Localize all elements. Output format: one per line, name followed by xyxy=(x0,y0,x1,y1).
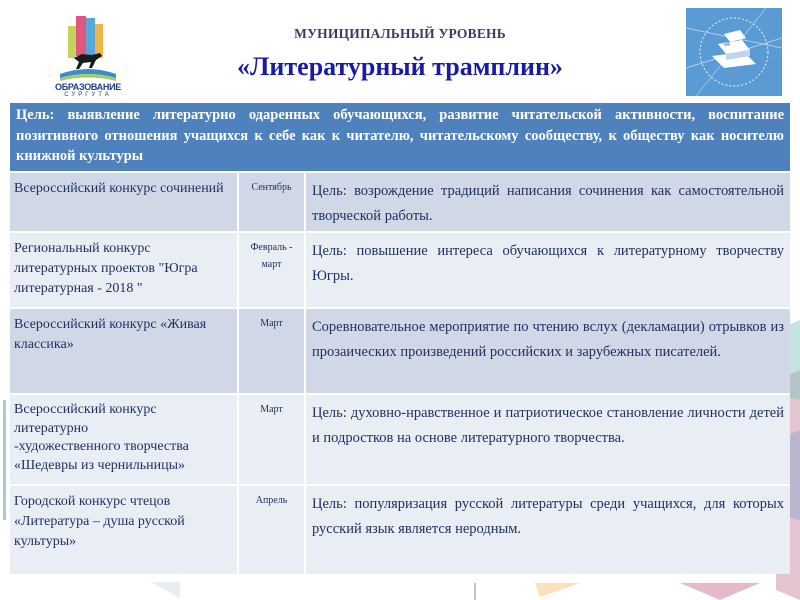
event-date: Сентябрь xyxy=(239,173,306,231)
event-name-line: -художественного творчества xyxy=(14,439,189,454)
logo-left-line1: ОБРАЗОВАНИЕ xyxy=(55,82,121,92)
table-row xyxy=(10,309,790,395)
table-row xyxy=(10,233,790,309)
logo-left-line2: СУРГУТА xyxy=(64,92,112,98)
event-name: Региональный конкурс литературных проектов "Югра литературная - 2018 " xyxy=(10,233,239,307)
event-date: Февраль - март xyxy=(239,233,306,307)
event-name: Городской конкурс чтецов «Литература – душа русской культуры» xyxy=(10,486,239,574)
table-row xyxy=(10,395,790,486)
events-table xyxy=(10,103,790,574)
event-name-line: «Шедевры из чернильницы» xyxy=(14,457,186,473)
event-name: Всероссийский конкурс сочинений xyxy=(10,173,239,231)
event-description: Цель: популяризация русской литературы среди учащихся, для которых русский язык является неродным. xyxy=(312,496,784,537)
event-date: Апрель xyxy=(239,486,306,574)
event-date: Март xyxy=(239,395,306,484)
level-subtitle: МУНИЦИПАЛЬНЫЙ УРОВЕНЬ xyxy=(294,26,506,41)
event-description: Соревновательное мероприятие по чтению вслух (декламации) отрывков из прозаических произведений российских и зарубежных писателей. xyxy=(312,319,784,360)
event-description: Цель: повышение интереса обучающихся к литературному творчеству Югры. xyxy=(312,243,784,284)
event-name xyxy=(10,395,239,484)
event-description: Цель: духовно-нравственное и патриотическое становление личности детей и подростков на основе литературного творчества. xyxy=(312,405,784,446)
event-date: Март xyxy=(239,309,306,393)
page-title: «Литературный трамплин» xyxy=(237,52,563,81)
event-description: Цель: возрождение традиций написания сочинения как самостоятельной творческой работы. xyxy=(312,183,784,224)
event-name: Всероссийский конкурс «Живая классика» xyxy=(10,309,239,393)
table-row xyxy=(10,486,790,574)
goal-header: Цель: выявление литературно одаренных обучающихся, развитие читательской активности, воспитание позитивного отношения учащихся к себе как к читателю, читательскому сообществу, к обществу как носителю книжной культуры xyxy=(10,103,790,173)
event-name-line: литературно xyxy=(14,420,89,436)
table-row xyxy=(10,173,790,233)
event-name-line: Всероссийский конкурс xyxy=(14,402,157,417)
